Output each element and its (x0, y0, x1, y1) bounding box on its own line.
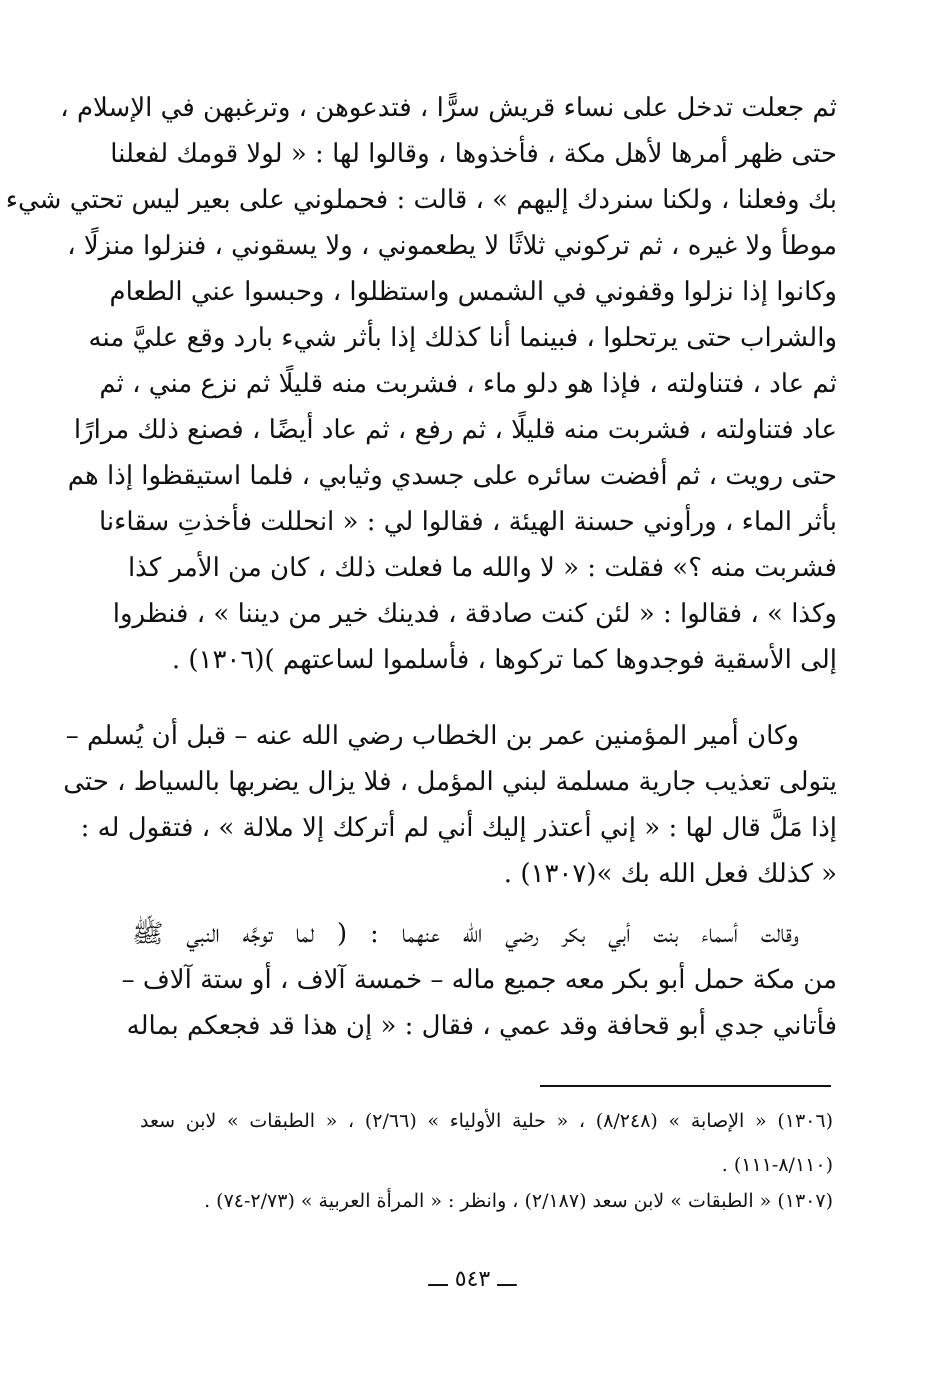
footnote-1306: (١٣٠٦) « الإصابة » (٨/٢٤٨) ، « حلية الأولياء » (٢/٦٦) ، « الطبقات » لابن سعد (140, 1110, 834, 1132)
text-line: ثم جعلت تدخل على نساء قريش سرًّا ، فتدعوهن ، وترغبهن في الإسلام ، (60, 93, 837, 123)
text-line: إلى الأسقية فوجدوها كما تركوها ، فأسلموا لساعتهم )(١٣٠٦) . (171, 645, 837, 675)
text-line: إذا مَلَّ قال لها : « إني أعتذر إليك أني لم أتركك إلا ملالة » ، فتقول له : (80, 813, 837, 843)
text-line: بأثر الماء ، ورأوني حسنة الهيئة ، فقالوا لي : « انحللت فأخذتِ سقاءنا (98, 507, 837, 537)
text-line: وقالت أسماء بنت أبي بكر رضي الله عنهما : ( لما توجَّه النبي ﷺ (132, 919, 799, 949)
text-line: وكذا » ، فقالوا : « لئن كنت صادقة ، فدينك خير من ديننا » ، فنظروا (112, 599, 837, 629)
text-line: موطأ ولا غيره ، ثم تركوني ثلاثًا لا يطعموني ، ولا يسقوني ، فنزلوا منزلًا ، (67, 231, 837, 261)
footnote-1307: (١٣٠٧) « الطبقات » لابن سعد (٢/١٨٧) ، وانظر : « المرأة العربية » (٢/٧٣-٧٤) . (204, 1190, 833, 1212)
footnote-separator (540, 1085, 831, 1087)
text-line: ثم عاد ، فتناولته ، فإذا هو دلو ماء ، فشربت منه قليلًا ثم نزع مني ، ثم (99, 369, 837, 399)
text-line: والشراب حتى يرتحلوا ، فبينما أنا كذلك إذا بأثر شيء بارد وقع عليَّ منه (88, 323, 837, 353)
text-line: يتولى تعذيب جارية مسلمة لبني المؤمل ، فلا يزال يضربها بالسياط ، حتى (63, 767, 837, 797)
text-line: حتى رويت ، ثم أفضت سائره على جسدي وثيابي ، فلما استيقظوا إذا هم (67, 461, 837, 491)
text-line: حتى ظهر أمرها لأهل مكة ، فأخذوها ، وقالوا لها : « لولا قومك لفعلنا (110, 139, 837, 169)
footnote-1306-continuation: (٨/١١٠-١١١) . (721, 1154, 833, 1176)
text-line: فشربت منه ؟» فقلت : « لا والله ما فعلت ذلك ، كان من الأمر كذا (127, 553, 837, 583)
text-line: بك وفعلنا ، ولكنا سنردك إليهم » ، قالت : فحملوني على بعير ليس تحتي شيء (5, 185, 837, 215)
text-line: عاد فتناولته ، فشربت منه قليلًا ، ثم رفع ، ثم عاد أيضًا ، فصنع ذلك مرارًا (73, 415, 837, 445)
text-line: فأتاني جدي أبو قحافة وقد عمي ، فقال : « إن هذا قد فجعكم بماله (126, 1011, 837, 1041)
page-number: ـــ ٥٤٣ ـــ (428, 1267, 517, 1292)
text-line: وكانوا إذا نزلوا وقفوني في الشمس واستظلوا ، وحبسوا عني الطعام (109, 277, 837, 307)
text-line: وكان أمير المؤمنين عمر بن الخطاب رضي الله عنه – قبل أن يُسلم – (65, 721, 799, 751)
text-line: « كذلك فعل الله بك »(١٣٠٧) . (503, 859, 837, 889)
text-line: من مكة حمل أبو بكر معه جميع ماله – خمسة آلاف ، أو ستة آلاف – (121, 965, 837, 995)
